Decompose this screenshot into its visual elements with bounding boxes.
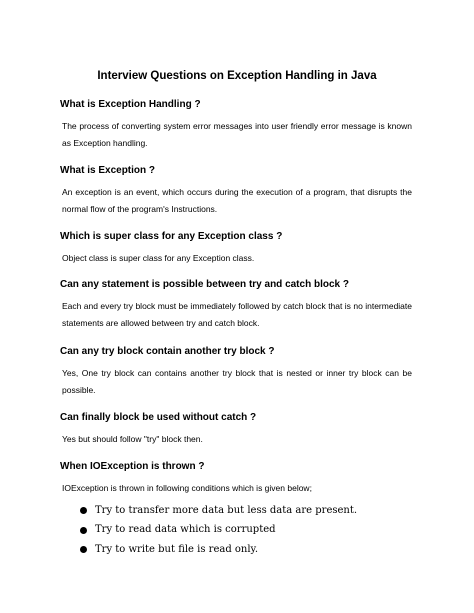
bullet-icon (80, 507, 87, 514)
question-heading: When IOException is thrown ? (60, 461, 205, 472)
question-heading: Can any try block contain another try block ? (60, 346, 275, 357)
question-heading: Can finally block be used without catch ? (60, 412, 257, 423)
answer-text: The process of converting system error messages into user friendly error message is known as Exception handling. (62, 121, 412, 148)
ioexception-conditions-list (80, 501, 357, 560)
answer-text: Each and every try block must be immediately followed by catch block that is no intermediate statements are allowed between try and catch block. (62, 301, 412, 328)
qa-exception-handling (60, 98, 412, 152)
qa-super-class (60, 230, 412, 267)
list-item (80, 540, 357, 560)
answer-text: Yes, One try block can contains another try block that is nested or inner try block can be possible. (62, 368, 412, 395)
qa-ioexception (60, 460, 412, 497)
list-item-text: Try to transfer more data but less data are present. (95, 504, 358, 516)
question-heading: Which is super class for any Exception class ? (60, 231, 283, 242)
list-item (80, 501, 357, 521)
answer-text: Yes but should follow "try" block then. (62, 434, 203, 444)
qa-exception (60, 164, 412, 218)
question-heading: What is Exception Handling ? (60, 99, 201, 110)
document-title: Interview Questions on Exception Handling in Java (97, 70, 377, 82)
answer-text: IOException is thrown in following conditions which is given below; (62, 483, 312, 493)
bullet-icon (80, 527, 87, 534)
answer-text: An exception is an event, which occurs during the execution of a program, that disrupts the normal flow of the program's Instructions. (62, 187, 412, 214)
list-item-text: Try to write but file is read only. (95, 543, 259, 555)
qa-finally-block (60, 411, 412, 448)
qa-nested-try (60, 345, 412, 399)
question-heading: What is Exception ? (60, 165, 156, 176)
answer-text: Object class is super class for any Exception class. (62, 253, 255, 263)
question-heading: Can any statement is possible between try and catch block ? (60, 279, 349, 290)
bullet-icon (80, 546, 87, 553)
list-item-text: Try to read data which is corrupted (95, 524, 276, 536)
qa-try-catch-statement (60, 278, 412, 332)
list-item (80, 521, 357, 541)
